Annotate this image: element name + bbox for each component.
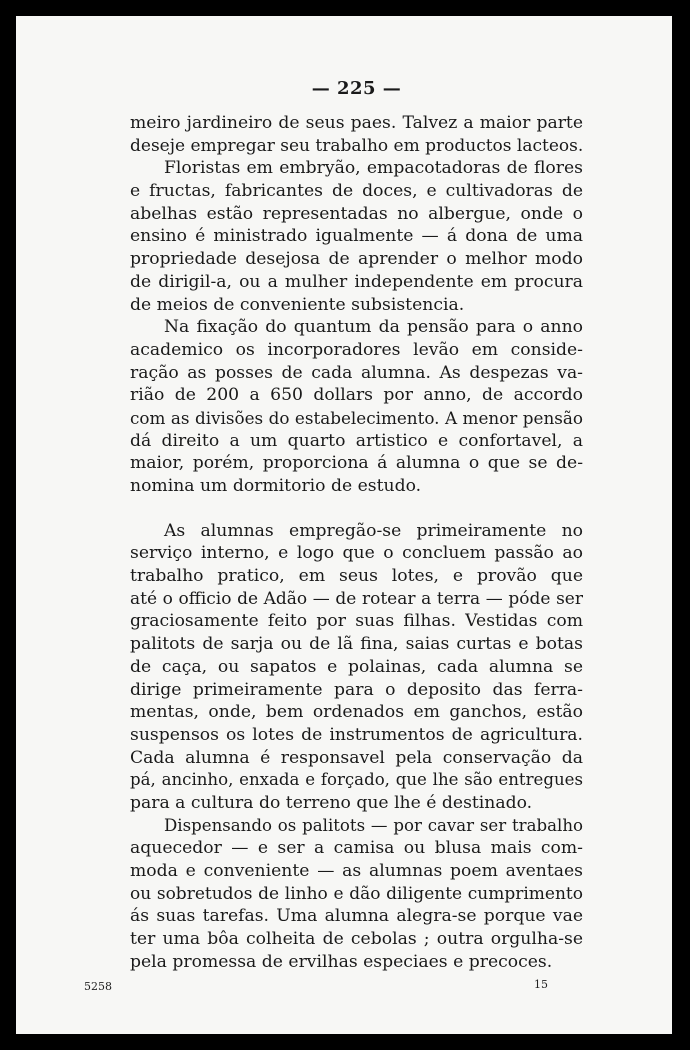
text-line: academico os incorporadores levão em conside- (130, 339, 583, 360)
paragraph (130, 520, 583, 815)
paragraph (130, 316, 583, 498)
text-line: de caça, ou sapatos e polainas, cada alumna se (130, 656, 583, 677)
paragraphs (130, 112, 583, 973)
text-line: com as divisões do estabelecimento. A menor pensão (130, 407, 583, 428)
page-text (130, 72, 583, 973)
book-page (16, 16, 672, 1034)
text-line: maior, porém, proporciona á alumna o que se de- (130, 453, 583, 474)
text-line: trabalho pratico, em seus lotes, e provão que (130, 566, 583, 587)
text-line: propriedade desejosa de aprender o melhor modo (130, 249, 583, 270)
text-line: palitots de sarja ou de lã fina, saias curtas e botas (130, 634, 583, 655)
text-line: ás suas tarefas. Uma alumna alegra-se porque vae (130, 906, 583, 927)
text-line: mentas, onde, bem ordenados em ganchos, estão (130, 702, 583, 723)
text-line: ter uma bôa colheita de cebolas ; outra orgulha-se (130, 929, 583, 950)
page-number: — 225 — (311, 78, 402, 99)
text-line: dirige primeiramente para o deposito das ferra- (130, 679, 583, 700)
text-line: dá direito a um quarto artistico e confortavel, a (130, 430, 583, 451)
text-line: de dirigil-a, ou a mulher independente em procura (130, 271, 583, 292)
text-line: Cada alumna é responsavel pela conservação da (130, 747, 583, 768)
text-line: Floristas em embryão, empacotadoras de flores (164, 158, 583, 179)
paragraph (130, 112, 583, 157)
text-line: moda e conveniente — as alumnas poem aventaes (130, 861, 583, 881)
text-line: até o officio de Adão — de rotear a terra — póde ser (130, 588, 583, 609)
text-line: pela promessa de ervilhas especiaes e precoces. (130, 951, 553, 972)
section-gap (130, 498, 583, 520)
text-line: serviço interno, e logo que o concluem passão ao (130, 543, 583, 564)
text-line: ou sobretudos de linho e dão diligente cumprimento (130, 883, 583, 904)
text-line: Na fixação do quantum da pensão para o anno (164, 317, 583, 338)
text-line: aquecedor — e ser a camisa ou blusa mais com- (130, 838, 583, 859)
text-line: meiro jardineiro de seus paes. Talvez a maior parte (130, 113, 583, 133)
text-line: de meios de conveniente subsistencia. (130, 294, 465, 315)
text-line: As alumnas empregão-se primeiramente no (164, 520, 583, 541)
paragraph (130, 157, 583, 316)
signature-mark: 5258 (84, 980, 112, 993)
text-line: graciosamente feito por suas filhas. Vestidas com (130, 611, 583, 632)
text-line: nomina um dormitorio de estudo. (130, 476, 422, 496)
text-line: ensino é ministrado igualmente — á dona de uma (130, 226, 583, 247)
text-line: para a cultura do terreno que lhe é destinado. (130, 792, 533, 813)
text-line: suspensos os lotes de instrumentos de agricultura. (130, 724, 583, 745)
text-line: ração as posses de cada alumna. As despezas va- (130, 362, 583, 383)
text-line: e fructas, fabricantes de doces, e cultivadoras de (130, 181, 583, 202)
sheet-number: 15 (534, 978, 548, 991)
text-line: rião de 200 a 650 dollars por anno, de accordo (130, 385, 583, 406)
paragraph (130, 815, 583, 974)
text-line: deseje empregar seu trabalho em productos lacteos. (130, 135, 584, 156)
text-line: pá, ancinho, enxada e forçado, que lhe são entregues (130, 770, 583, 790)
text-line: abelhas estão representadas no albergue, onde o (130, 203, 583, 224)
text-line: Dispensando os palitots — por cavar ser trabalho (164, 815, 583, 835)
